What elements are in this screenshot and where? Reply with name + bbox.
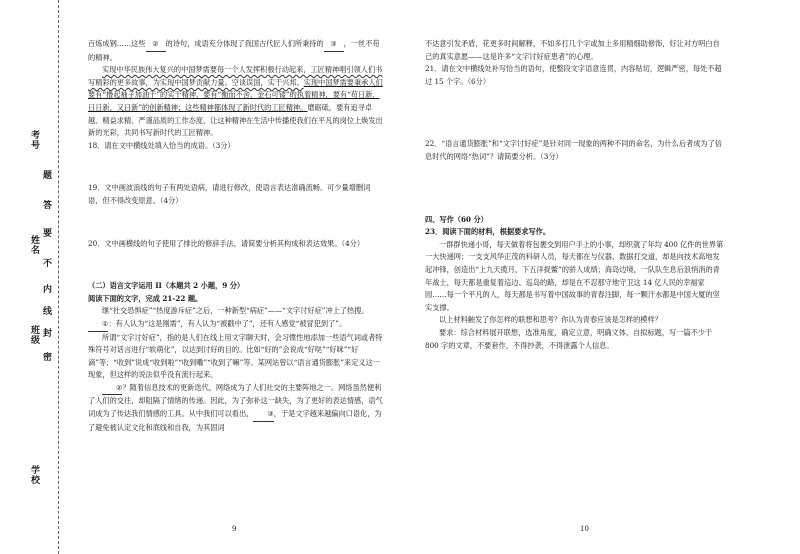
question-19: 19．文中画波浪线的句子有两处语病，请进行修改，使语言表达准确流畅。可少量增删词语，但不得改变原意。（4分） [88,183,371,205]
exam-number-label: 考号 [29,130,39,150]
exam-number-field[interactable] [28,130,41,150]
reading-text: 继“社交恐惧症”“热度游斥症”之后，一种新型“病症”——“文字讨好症”冲上了热搜。 [102,306,369,316]
left-column [88,38,384,434]
binding-margin [0,0,70,554]
name-label: 姓名 [29,235,39,255]
seal-char: 要 [41,228,51,237]
seal-char: 线 [41,306,51,315]
reading-paragraph [88,382,384,434]
passage-text: 磨砺砥，要有追寻卓越、精益求精、严谨品质的工作态度，让这种精神在生活中传播使我们在平凡的岗位上焕发出新的光彩，共同书写新时代的工匠精神。 [88,102,383,138]
reading-text: ：有人认为“这是刚需”，有人认为“被戳中了”，还有人感觉“被冒犯到了”。 [108,318,347,328]
wavy-underlined-sentence: 实现中华民族伟大复兴的中国梦需要每一个人发挥积极行动起来，工匠精神唱引领人们书写精彩的更多故事，为实现中国梦贡献力量。空谈误国，实干兴邦。 [88,65,383,87]
passage-paragraph [88,64,384,140]
seal-char: 答 [41,200,51,209]
name-field[interactable] [28,235,41,255]
section-2-title: （二）语言文字运用 II（本题共 2 小题，9 分） [88,281,245,291]
underlined-sentence: 实现中国梦需要秉承人们要有“撸起袖子加油干”的实干精神，要有“衡而不舍，金石可镂”的执着精神，要有“苟日新，日日新，又日新”的创新精神；这些精神都体现了新时代的工匠精神。 [88,77,383,112]
school-label: 学校 [29,465,39,485]
right-column [425,38,725,352]
blank-1: ① [88,318,108,332]
reading-paragraph: 所谓“文字讨好症”，指的是人们在线上用文字聊天时，会习惯性地添加一些语气词或者特殊符号对话言进行“软萌化”，以达到讨好的目的。比如“好的”会说成“好哒”“好咪”“好滴”等；“收到”说成“收到啦”“收到嘞”“收到了嘛”等。某网站曾以“语言通货膨胀”来定义这一现象，但这样的说法似乎没有流行起来。 [88,332,383,380]
question-23: 23．阅读下面的材料，根据要求写作。 [425,227,551,237]
blank-2: ② [102,382,122,396]
page-number-right: 10 [580,525,589,533]
reading-text: ？随着信息技术的更新迭代，网络成为了人们社交的主要阵地之一。网络虽然便利了人们的交往，却阻隔了情绪的传递。因此，为了弥补这一缺失，为了更好的表达情感，语气词成为了传达我们情感的工具。从中我们可以看出， [88,382,383,419]
question-21: 21．请在文中横线处补写恰当的语句，使整段文字语意连贯，内容贴切，逻辑严密，每处不超过 15 个字。（6分） [425,64,722,86]
blank-3: ③ [253,408,273,422]
section-2-instruction: 阅读下面的文字，完成 21-22 题。 [88,293,203,303]
seal-char: 密 [41,352,51,361]
question-20: 20．文中画横线的句子使用了排比的修辞手法，请简要分析其构成和表达效果。（4分） [88,238,365,248]
blank-2: ② [146,38,166,52]
passage-text: 的诗句，成语充分体现了我国古代匠人们所秉持的 [165,39,324,48]
seal-char: 题 [41,170,51,179]
material-question: 以上材料触发了你怎样的联想和思考？你认为青春应该是怎样的模样？ [439,315,662,325]
seal-char: 内 [41,284,51,293]
section-4-title: 四、写作（60 分） [425,214,488,224]
question-18: 18．请在文中横线处填入恰当的成语。（3分） [88,140,235,150]
passage-text: ，一丝不苟的精神。 [88,39,380,62]
question-22: 22．“语言通货膨胀”和“文字讨好症”是针对同一现象的两种不同的命名，为什么后者成为了信息时代的网络“热词”？请简要分析。（3分） [425,139,722,161]
reading-continuation: 不达意引发矛盾，花更多时间解释，不如多打几个字或加上多用精细助修饰，好让对方明白自己的真实意愿——这是许多“文字讨好症患者”的心理。 [425,39,720,61]
writing-requirements: 要求：综合材料展开联想，选准角度，确定立意，明确文体，自拟标题，写一篇不少于 800 字的文章，不要套作，不得抄袭，不得泄露个人信息。 [425,327,713,350]
binding-dashed-line [58,0,59,554]
class-label: 班级 [29,325,39,345]
seal-char: 不 [41,258,51,267]
school-field[interactable] [28,465,41,485]
blank-3: ③ [324,38,344,52]
reading-paragraph [88,305,384,331]
seal-char: 封 [41,328,51,337]
reading-text: ，于是文字越来越偏向口语化，为了避免被认定文化和底线和自我，为其固词 [88,409,382,432]
passage-text: 百炼成钢……这些 [88,39,146,48]
page-number-left: 9 [232,525,237,533]
material-paragraph: 一群群快递小哥，每天做着将包裹交到用户手上的小事，却织就了年均 400 亿件的世界第一大快递网；一支支风华正茂的科研人员，每天都在与仪器、数据打交道，却是向技术高地发起冲锋，创造出“上九天揽月，下五洋捉鳖”的骄人成绩；海岛边境，一队队生息后浪悄消的青年战士，每天都是重复着巡边、巡岛的路，却是在不忍那守地守卫这 14 亿人民的幸福家园……每一个平凡的人，每天都是书写着中国故事的青春注脚，每一颗汗水都是中国大厦的坚实支撑。 [425,239,724,312]
passage-paragraph [88,38,384,64]
